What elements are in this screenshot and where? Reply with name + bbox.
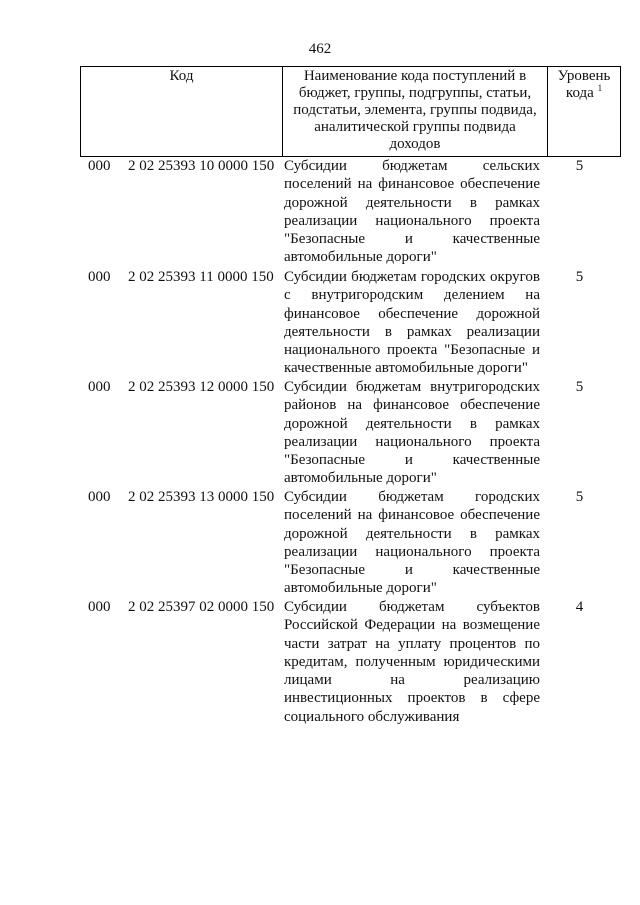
row-admin-code: 000 [88, 599, 111, 615]
header-level [548, 67, 621, 157]
header-code: Код [81, 67, 283, 157]
table-row [80, 488, 615, 598]
row-code: 2 02 25393 11 0000 150 [128, 269, 274, 285]
row-level: 5 [575, 158, 584, 174]
table-row [80, 378, 615, 488]
row-admin-code: 000 [88, 489, 111, 505]
code-table [80, 157, 615, 726]
row-code: 2 02 25397 02 0000 150 [128, 599, 275, 615]
page-number: 462 [308, 41, 332, 57]
row-code: 2 02 25393 12 0000 150 [128, 379, 275, 395]
row-code: 2 02 25393 10 0000 150 [128, 158, 275, 174]
row-code: 2 02 25393 13 0000 150 [128, 489, 275, 505]
table-row [80, 598, 615, 726]
row-name: Субсидии бюджетам городских округов с внутригородским делением на финансовое обеспечение дорожной деятельности в рамках реализации национального проекта "Безопасные и качественные автомобильные дороги" [284, 269, 540, 377]
row-name: Субсидии бюджетам субъектов Российской Федерации на возмещение части затрат на уплату процентов по кредитам, полученным юридическими лицами на реализацию инвестиционных проектов в сфере социального обслуживания [284, 599, 540, 725]
row-name: Субсидии бюджетам сельских поселений на финансовое обеспечение дорожной деятельности в рамках реализации национального проекта "Безопасные и качественные автомобильные дороги" [284, 158, 540, 266]
row-admin-code: 000 [88, 379, 111, 395]
row-level: 5 [575, 489, 584, 505]
header-level-label: Уровень кода [557, 68, 611, 101]
row-admin-code: 000 [88, 269, 111, 285]
header-level-footnote: 1 [597, 83, 603, 93]
row-level: 4 [575, 599, 584, 615]
row-level: 5 [575, 269, 584, 285]
table-header [80, 66, 621, 157]
header-name: Наименование кода поступлений в бюджет, группы, подгруппы, статьи, подстатьи, элемента, группы подвида, аналитической группы подвида доходов [283, 67, 548, 157]
table-row [80, 268, 615, 378]
row-name: Субсидии бюджетам городских поселений на финансовое обеспечение дорожной деятельности в рамках реализации национального проекта "Безопасные и качественные автомобильные дороги" [284, 489, 540, 597]
row-level: 5 [575, 379, 584, 395]
row-admin-code: 000 [88, 158, 111, 174]
row-name: Субсидии бюджетам внутригородских районов на финансовое обеспечение дорожной деятельности в рамках реализации национального проекта "Безопасные и качественные автомобильные дороги" [284, 379, 540, 487]
table-row [80, 157, 615, 268]
